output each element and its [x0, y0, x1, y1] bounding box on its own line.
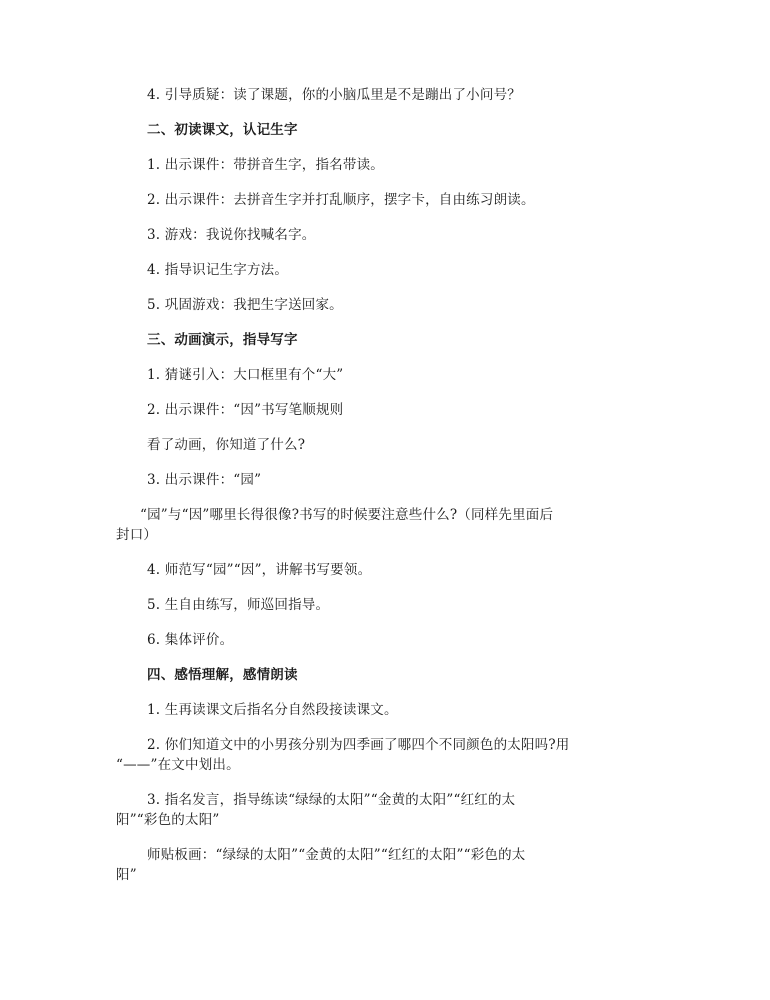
paragraph-line-continued: “——”在文中划出。: [116, 757, 240, 773]
paragraph-line-continued: 封口）: [116, 527, 158, 543]
paragraph-line: 1. 出示课件：带拼音生字，指名带读。: [147, 157, 384, 173]
paragraph-line: “园”与“因”哪里长得很像?书写的时候要注意些什么?（同样先里面后: [140, 507, 554, 523]
paragraph-line: 5. 巩固游戏：我把生字送回家。: [147, 297, 343, 313]
section-heading: 四、感悟理解，感情朗读: [147, 667, 298, 683]
paragraph-line: 2. 出示课件：去拼音生字并打乱顺序，摆字卡，自由练习朗读。: [147, 192, 535, 208]
paragraph-line-continued: 阳”: [116, 867, 137, 883]
paragraph-line: 6. 集体评价。: [147, 632, 234, 648]
paragraph-line: 师贴板画：“绿绿的太阳”“金黄的太阳”“红红的太阳”“彩色的太: [147, 847, 526, 863]
paragraph-line: 4. 师范写“园”“因”，讲解书写要领。: [147, 562, 372, 578]
paragraph-line: 4. 引导质疑：读了课题，你的小脑瓜里是不是蹦出了小问号？: [147, 87, 521, 103]
paragraph-line: 3. 指名发言，指导练读“绿绿的太阳”“金黄的太阳”“红红的太: [147, 792, 516, 808]
paragraph-line: 3. 游戏：我说你找喊名字。: [147, 227, 316, 243]
section-heading: 三、动画演示，指导写字: [147, 332, 298, 348]
paragraph-line: 3. 出示课件：“园”: [147, 472, 262, 488]
paragraph-line-continued: 阳”“彩色的太阳”: [116, 812, 220, 828]
paragraph-line: 4. 指导识记生字方法。: [147, 262, 289, 278]
paragraph-line: 5. 生自由练写，师巡回指导。: [147, 597, 330, 613]
paragraph-line: 2. 你们知道文中的小男孩分别为四季画了哪四个不同颜色的太阳吗?用: [147, 737, 570, 753]
paragraph-line: 1. 生再读课文后指名分自然段接读课文。: [147, 702, 398, 718]
paragraph-line: 看了动画，你知道了什么?: [147, 437, 306, 453]
paragraph-line: 2. 出示课件：“因”书写笔顺规则: [147, 402, 344, 418]
paragraph-line: 1. 猜谜引入：大口框里有个“大”: [147, 367, 344, 383]
section-heading: 二、初读课文，认记生字: [147, 122, 298, 138]
